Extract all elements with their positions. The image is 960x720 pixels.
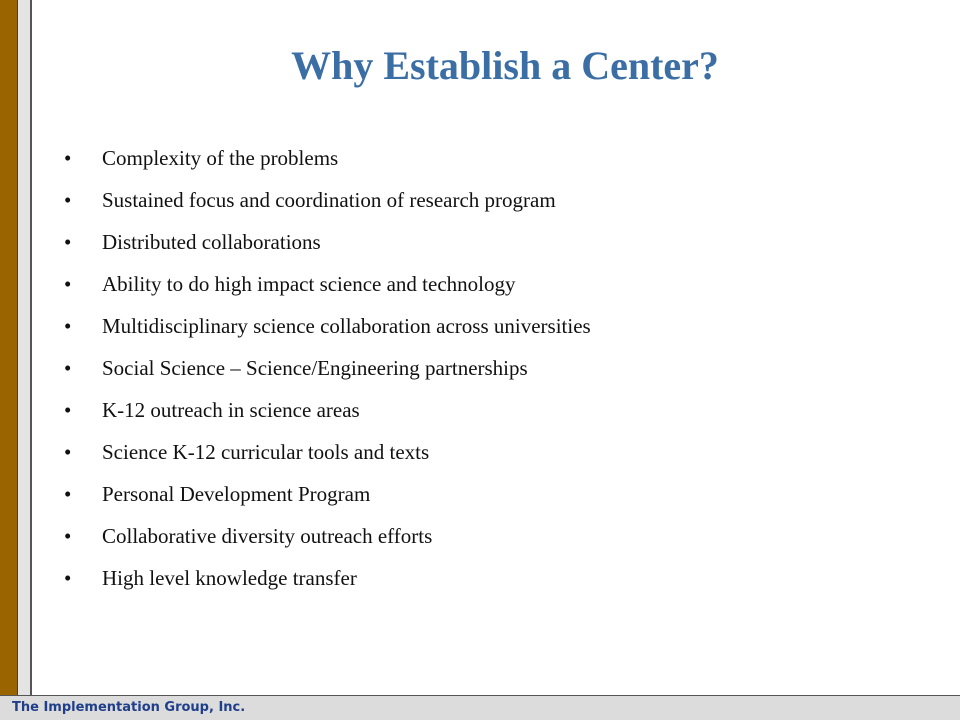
bullet-text: Social Science – Science/Engineering partnerships [102,356,528,380]
bullet-item [64,146,591,188]
bullet-icon: • [64,188,72,212]
bullet-icon: • [64,524,72,548]
bullet-item [64,482,591,524]
bullet-icon: • [64,314,72,338]
bullet-item [64,356,591,398]
bullet-icon: • [64,440,72,464]
bullet-text: Ability to do high impact science and technology [102,272,516,296]
bullet-item [64,272,591,314]
bullet-item [64,188,591,230]
footer-company-name: The Implementation Group, Inc. [12,700,246,715]
slide-title: Why Establish a Center? [291,43,719,88]
bullet-icon: • [64,398,72,422]
bullet-list [64,146,591,608]
bullet-icon: • [64,272,72,296]
bullet-icon: • [64,356,72,380]
bullet-icon: • [64,230,72,254]
bullet-item [64,314,591,356]
bullet-text: Personal Development Program [102,482,371,506]
bullet-text: Distributed collaborations [102,230,321,254]
left-accent-bar [0,0,18,695]
bullet-text: Collaborative diversity outreach efforts [102,524,433,548]
bullet-item [64,566,591,608]
bullet-text: High level knowledge transfer [102,566,357,590]
bullet-text: K-12 outreach in science areas [102,398,360,422]
bullet-icon: • [64,146,72,170]
bullet-icon: • [64,566,72,590]
bullet-text: Sustained focus and coordination of research program [102,188,556,212]
bullet-text: Science K-12 curricular tools and texts [102,440,430,464]
bullet-item [64,398,591,440]
bullet-item [64,440,591,482]
bullet-icon: • [64,482,72,506]
bullet-item [64,524,591,566]
bullet-text: Multidisciplinary science collaboration across universities [102,314,591,338]
bullet-item [64,230,591,272]
left-gray-bar [18,0,32,695]
bullet-text: Complexity of the problems [102,146,339,170]
